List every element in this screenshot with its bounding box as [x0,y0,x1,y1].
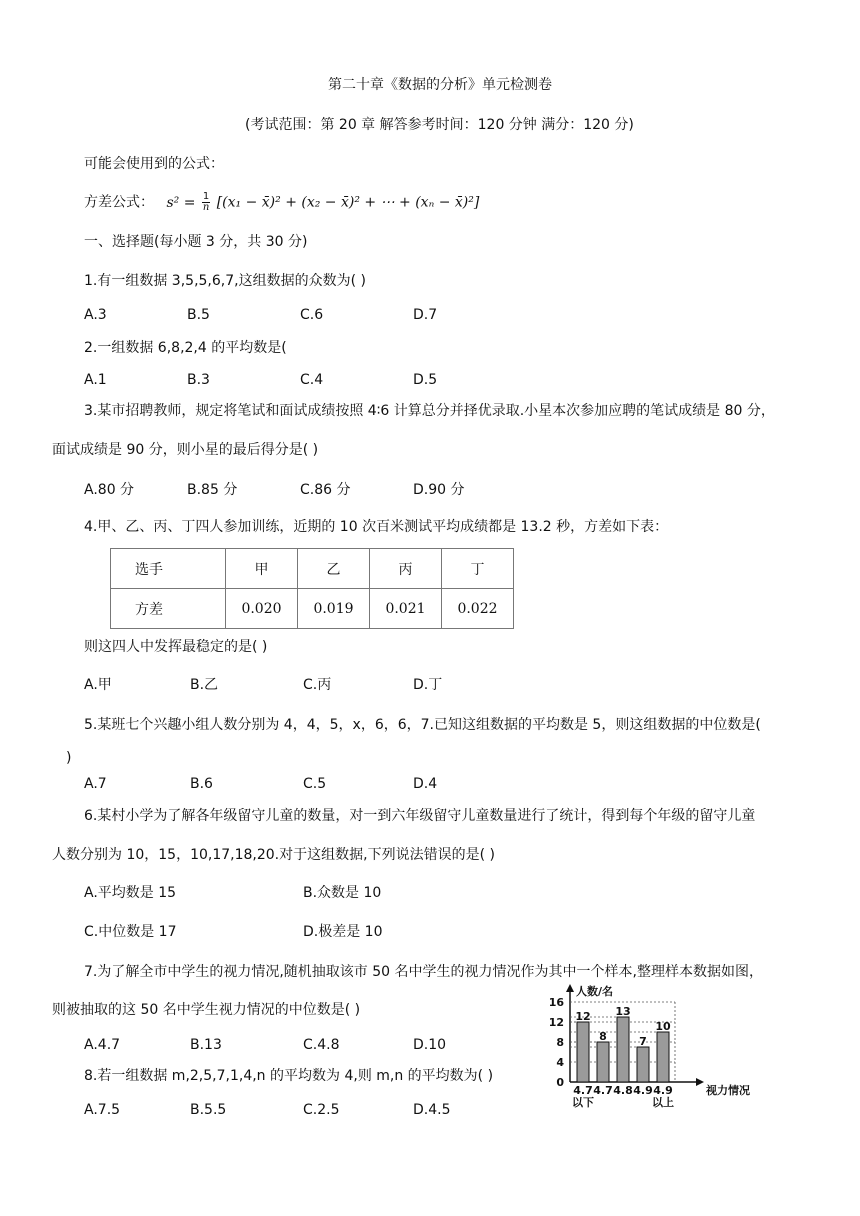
q8-option-d: D.4.5 [413,1102,451,1118]
q2-option-d: D.5 [413,372,438,388]
q5-option-d: D.4 [413,776,438,792]
q3-option-a: A.80 分 [84,482,135,498]
q7-option-c: C.4.8 [303,1037,340,1053]
q1-option-c: C.6 [300,307,324,323]
table-cell: 甲 [226,549,298,589]
bar-value-label: 10 [655,1020,671,1033]
y-tick-label: 12 [548,1016,564,1029]
formula-fraction: $\frac{1}{n}$ [202,191,210,213]
formula-intro: 可能会使用到的公式： [84,156,224,172]
q6-option-b: B.众数是 10 [303,885,382,901]
bar-value-label: 12 [575,1010,591,1023]
question-3-stem-line1: 3.某市招聘教师，规定将笔试和面试成绩按照 4∶6 计算总分并择优录取.小星本次参加应聘的笔试成绩是 80 分， [84,403,775,419]
y-tick-label: 16 [548,996,564,1009]
q8-option-a: A.7.5 [84,1102,121,1118]
q6-option-d: D.极差是 10 [303,924,383,940]
table-row [111,589,514,629]
table-cell: 0.019 [298,589,370,629]
x-tick-label: 4.9 [633,1084,653,1097]
table-cell: 方差 [111,589,226,629]
question-8-stem: 8.若一组数据 m,2,5,7,1,4,n 的平均数为 4,则 m,n 的平均数为( ) [84,1068,494,1084]
question-2-stem: 2.一组数据 6,8,2,4 的平均数是( [84,340,287,356]
y-axis-label: 人数/名 [576,985,614,998]
q8-option-c: C.2.5 [303,1102,340,1118]
table-header-row [111,549,514,589]
x-axis-label: 视力情况 [706,1084,750,1097]
bar [657,1032,669,1082]
y-axis-arrow [566,984,574,992]
question-7-stem-line1: 7.为了解全市中学生的视力情况,随机抽取该市 50 名中学生的视力情况作为其中一个样本,整理样本数据如图， [84,964,763,980]
table-cell: 乙 [298,549,370,589]
x-tick-label: 4.7 [573,1084,593,1097]
bar [637,1047,649,1082]
q5-option-a: A.7 [84,776,107,792]
bar-value-label: 8 [599,1030,607,1043]
q5-option-c: C.5 [303,776,327,792]
question-5-stem-line1: 5.某班七个兴趣小组人数分别为 4，4，5，x，6，6，7.已知这组数据的平均数是 5，则这组数据的中位数是( [84,717,761,733]
y-tick-label: 0 [556,1076,564,1089]
question-4-stem: 4.甲、乙、丙、丁四人参加训练，近期的 10 次百米测试平均成绩都是 13.2 秒，方差如下表： [84,519,669,535]
q3-option-d: D.90 分 [413,482,465,498]
q3-option-c: C.86 分 [300,482,351,498]
table-cell: 丁 [442,549,514,589]
variance-formula [84,192,479,213]
x-tick-label: 4.9 [653,1084,673,1097]
bar-value-label: 7 [639,1035,647,1048]
q7-option-b: B.13 [190,1037,222,1053]
question-5-stem-line2: ) [66,750,72,766]
x-tick-label: 4.8 [613,1084,633,1097]
question-7-stem-line2: 则被抽取的这 50 名中学生视力情况的中位数是( ) [52,1002,361,1018]
table-cell: 0.020 [226,589,298,629]
question-3-stem-line2: 面试成绩是 90 分，则小星的最后得分是( ) [52,442,319,458]
x-tick-sublabel: 以下 [572,1096,594,1109]
vision-bar-chart [540,982,750,1112]
y-tick-label: 4 [556,1056,564,1069]
q1-option-a: A.3 [84,307,107,323]
formula-label: 方差公式： [84,194,154,211]
question-6-stem-line1: 6.某村小学为了解各年级留守儿童的数量，对一到六年级留守儿童数量进行了统计，得到每个年级的留守儿童 [84,808,756,824]
section-heading: 一、选择题(每小题 3 分，共 30 分) [84,234,308,250]
q5-option-b: B.6 [190,776,213,792]
question-6-stem-line2: 人数分别为 10，15，10,17,18,20.对于这组数据,下列说法错误的是( ) [52,847,495,863]
q2-option-b: B.3 [187,372,210,388]
table-cell: 丙 [370,549,442,589]
table-cell: 选手 [111,549,226,589]
bar [597,1042,609,1082]
q3-option-b: B.85 分 [187,482,238,498]
q8-option-b: B.5.5 [190,1102,227,1118]
bar [577,1022,589,1082]
q6-option-c: C.中位数是 17 [84,924,177,940]
x-axis-arrow [696,1078,704,1086]
bar [617,1017,629,1082]
q6-option-a: A.平均数是 15 [84,885,177,901]
question-1-stem: 1.有一组数据 3,5,5,6,7,这组数据的众数为( ) [84,273,366,289]
q7-option-a: A.4.7 [84,1037,121,1053]
q7-option-d: D.10 [413,1037,447,1053]
question-4-after: 则这四人中发挥最稳定的是( ) [84,639,268,655]
exam-subtitle: (考试范围：第 20 章 解答参考时间：120 分钟 满分：120 分) [245,117,634,133]
q4-option-c: C.丙 [303,677,332,693]
q4-option-a: A.甲 [84,677,112,693]
q2-option-c: C.4 [300,372,324,388]
x-tick-sublabel: 以上 [652,1096,674,1109]
exam-title: 第二十章《数据的分析》单元检测卷 [328,77,552,93]
q4-option-d: D.丁 [413,677,443,693]
q4-option-b: B.乙 [190,677,219,693]
bar-value-label: 13 [615,1005,631,1018]
y-tick-label: 8 [556,1036,564,1049]
formula-rhs: [(x₁ − x̄)² + (x₂ − x̄)² + ⋯ + (xₙ − x̄)²] [216,194,480,211]
formula-lhs: s² = [166,194,196,211]
q1-option-b: B.5 [187,307,210,323]
q2-option-a: A.1 [84,372,107,388]
x-tick-label: 4.7 [593,1084,613,1097]
variance-table [110,548,514,629]
table-cell: 0.022 [442,589,514,629]
table-cell: 0.021 [370,589,442,629]
q1-option-d: D.7 [413,307,438,323]
